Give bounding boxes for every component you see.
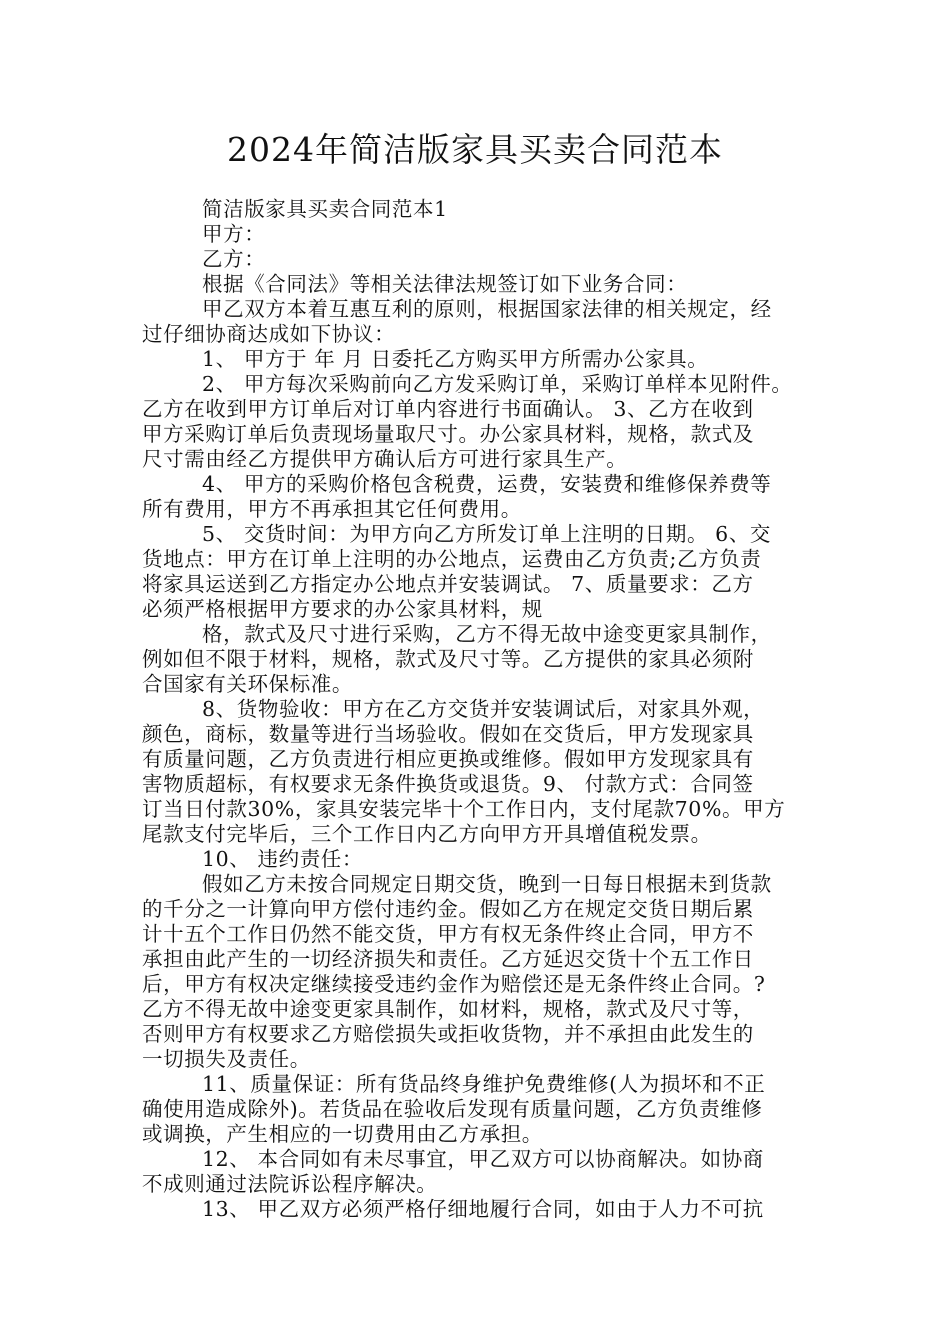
text-line: 尾款支付完毕后，三个工作日内乙方向甲方开具增值税发票。: [142, 822, 712, 846]
text-line: 11、质量保证：所有货品终身维护免费维修(人为损坏和不正: [202, 1072, 766, 1096]
text-line: 甲乙双方本着互惠互利的原则，根据国家法律的相关规定，经: [202, 297, 772, 321]
text-line: 乙方在收到甲方订单后对订单内容进行书面确认。 3、乙方在收到: [142, 397, 754, 421]
text-line: 尺寸需由经乙方提供甲方确认后方可进行家具生产。: [142, 447, 628, 471]
text-line: 乙方：: [202, 247, 266, 271]
text-line: 计十五个工作日仍然不能交货，甲方有权无条件终止合同，甲方不: [142, 922, 754, 946]
text-line: 13、 甲乙双方必须严格仔细地履行合同，如由于人力不可抗: [202, 1197, 764, 1221]
text-line: 订当日付款30%，家具安装完毕十个工作日内，支付尾款70%。甲方: [142, 797, 786, 821]
text-line: 简洁版家具买卖合同范本1: [202, 197, 448, 221]
text-line: 否则甲方有权要求乙方赔偿损失或拒收货物，并不承担由此发生的: [142, 1022, 754, 1046]
text-line: 2、 甲方每次采购前向乙方发采购订单，采购订单样本见附件。: [202, 372, 793, 396]
text-line: 甲方采购订单后负责现场量取尺寸。办公家具材料，规格，款式及: [142, 422, 754, 446]
text-line: 根据《合同法》等相关法律法规签订如下业务合同：: [202, 272, 688, 296]
text-line: 后，甲方有权决定继续接受违约金作为赔偿还是无条件终止合同。?: [142, 972, 766, 996]
text-line: 过仔细协商达成如下协议：: [142, 322, 396, 346]
text-line: 5、 交货时间：为甲方向乙方所发订单上注明的日期。 6、交: [202, 522, 772, 546]
text-line: 的千分之一计算向甲方偿付违约金。假如乙方在规定交货日期后累: [142, 897, 754, 921]
text-line: 或调换，产生相应的一切费用由乙方承担。: [142, 1122, 543, 1146]
text-line: 所有费用，甲方不再承担其它任何费用。: [142, 497, 522, 521]
text-line: 12、 本合同如有未尽事宜，甲乙双方可以协商解决。如协商: [202, 1147, 764, 1171]
text-line: 颜色，商标，数量等进行当场验收。假如在交货后，甲方发现家具: [142, 722, 754, 746]
text-line: 例如但不限于材料，规格，款式及尺寸等。乙方提供的家具必须附: [142, 647, 754, 671]
document-title: 2024年简洁版家具买卖合同范本: [227, 130, 723, 169]
text-line: 承担由此产生的一切经济损失和责任。乙方延迟交货十个五工作日: [142, 947, 754, 971]
text-line: 一切损失及责任。: [142, 1047, 311, 1071]
text-line: 乙方不得无故中途变更家具制作，如材料，规格，款式及尺寸等，: [142, 997, 754, 1021]
text-line: 4、 甲方的采购价格包含税费，运费，安装费和维修保养费等: [202, 472, 772, 496]
text-line: 假如乙方未按合同规定日期交货，晚到一日每日根据未到货款: [202, 872, 772, 896]
text-line: 甲方：: [202, 222, 266, 246]
text-line: 合国家有关环保标准。: [142, 672, 353, 696]
document-body: [142, 197, 812, 1222]
text-line: 1、 甲方于 年 月 日委托乙方购买甲方所需办公家具。: [202, 347, 709, 371]
text-line: 格，款式及尺寸进行采购，乙方不得无故中途变更家具制作，: [202, 622, 772, 646]
text-line: 10、 违约责任：: [202, 847, 364, 871]
text-line: 有质量问题，乙方负责进行相应更换或维修。假如甲方发现家具有: [142, 747, 754, 771]
text-line: 货地点：甲方在订单上注明的办公地点，运费由乙方负责;乙方负责: [142, 547, 762, 571]
text-line: 必须严格根据甲方要求的办公家具材料，规: [142, 597, 543, 621]
text-line: 确使用造成除外)。若货品在验收后发现有质量问题，乙方负责维修: [142, 1097, 763, 1121]
text-line: 害物质超标，有权要求无条件换货或退货。9、 付款方式：合同签: [142, 772, 754, 796]
text-line: 将家具运送到乙方指定办公地点并安装调试。 7、质量要求：乙方: [142, 572, 754, 596]
text-line: 不成则通过法院诉讼程序解决。: [142, 1172, 438, 1196]
text-line: 8、货物验收：甲方在乙方交货并安装调试后，对家具外观，: [202, 697, 765, 721]
